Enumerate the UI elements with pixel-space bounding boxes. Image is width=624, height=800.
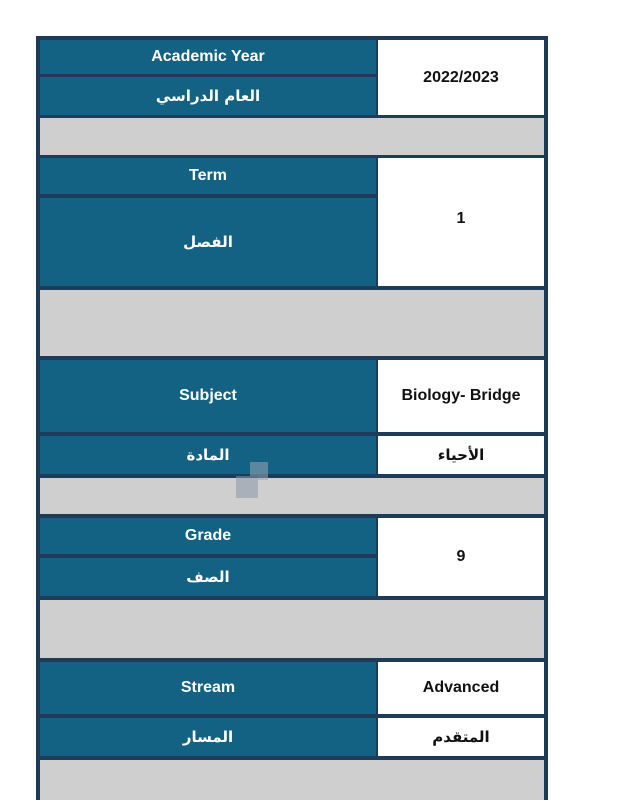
- subject-label-ar: المادة: [40, 436, 376, 474]
- academic-year-label-en: Academic Year: [40, 40, 376, 74]
- grade-label-ar: الصف: [40, 558, 376, 596]
- subject-value-en: Biology- Bridge: [378, 360, 544, 432]
- academic-year-label-ar: العام الدراسي: [40, 77, 376, 115]
- separator-row: [40, 760, 544, 800]
- grade-value: 9: [378, 518, 544, 596]
- cover-info-table: [36, 36, 548, 800]
- term-value: 1: [378, 158, 544, 286]
- separator-row: [40, 118, 544, 155]
- grade-label-en: Grade: [40, 518, 376, 554]
- term-label-ar: الفصل: [40, 198, 376, 286]
- subject-value-ar: الأحياء: [378, 436, 544, 474]
- separator-row: [40, 600, 544, 658]
- stream-label-ar: المسار: [40, 718, 376, 756]
- stream-label-en: Stream: [40, 662, 376, 714]
- separator-row: [40, 290, 544, 356]
- subject-label-en: Subject: [40, 360, 376, 432]
- term-label-en: Term: [40, 158, 376, 194]
- separator-row: [40, 478, 544, 514]
- stream-value-en: Advanced: [378, 662, 544, 714]
- academic-year-value: 2022/2023: [378, 40, 544, 115]
- stream-value-ar: المتقدم: [378, 718, 544, 756]
